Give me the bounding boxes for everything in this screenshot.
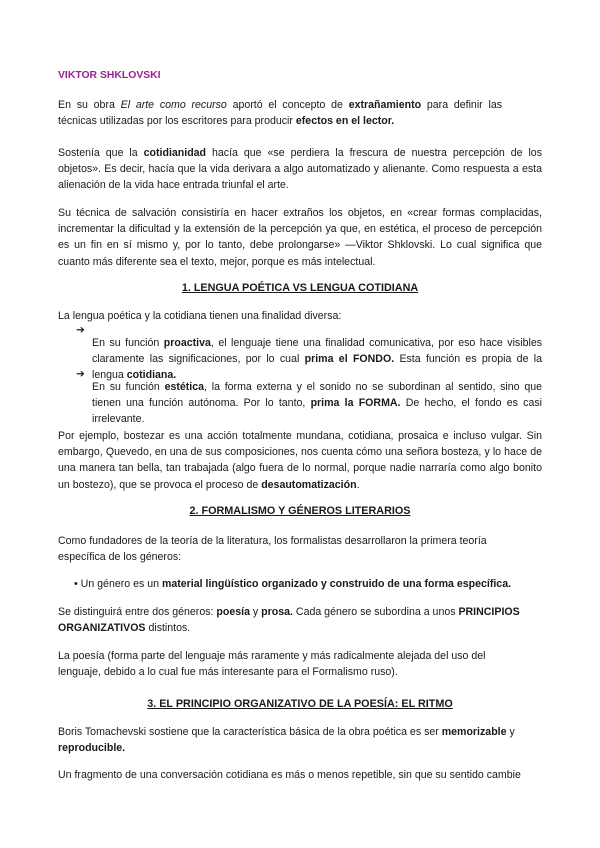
key-term: PRINCIPIOS ORGANIZATIVOS — [58, 606, 520, 635]
formalists-paragraph: Como fundadores de la teoría de la literatura, los formalistas desarrollaron la primera teoría específica de los géneros: — [58, 535, 487, 564]
text-run: Boris Tomachevski sostiene que la característica básica de la obra poética es ser — [58, 726, 442, 738]
section-heading-2: 2. FORMALISMO Y GÉNEROS LITERARIOS — [189, 505, 411, 517]
text-run: En su función — [92, 380, 165, 393]
technique-paragraph: Su técnica de salvación consistiría en hacer extraños los objetos, en «crear formas complacidas, incrementar la dificultad y la extensión de la percepción ya que, en estética, el proceso de percepción es un fin en sí mismo y, por lo tanto, debe prolongarse» —Viktor Shklovski. Lo cual significa que cuanto más diferente sea el texto, mejor, porque es más intelectual. — [58, 207, 542, 268]
text-run: . — [356, 478, 360, 491]
key-term: material lingüístico organizado y construido de una forma específica. — [161, 578, 512, 590]
text-run: Se distinguirá entre dos géneros: — [58, 606, 217, 618]
key-term: efectos en el lector. — [295, 115, 395, 128]
text-run: Un género es un — [80, 578, 162, 590]
key-term: cotidiana. — [126, 369, 177, 381]
key-term: memorizable — [441, 726, 507, 738]
conversation-paragraph: Un fragmento de una conversación cotidiana es más o menos repetible, sin que su sentido cambie — [58, 769, 521, 781]
section-heading-1: 1. LENGUA POÉTICA VS LENGUA COTIDIANA — [181, 282, 419, 294]
list-item-text — [92, 379, 542, 428]
section-1-intro: La lengua poética y la cotidiana tienen una finalidad diversa: — [58, 310, 342, 322]
text-run: , la forma externa y el sonido no se subordinan al sentido, sino que tienen una función autónoma. Por lo tanto, — [92, 380, 542, 409]
bullet-item — [74, 576, 542, 592]
key-term: cotidianidad — [143, 147, 207, 159]
text-run: Sostenía que la — [58, 147, 144, 159]
text-run: , el lenguaje tiene una finalidad comunicativa, por eso hace visibles claramente las significaciones, por lo cual — [92, 336, 543, 365]
text-run: Esta función es propia de la lengua — [92, 352, 543, 381]
text-run: hacía que «se perdiera la frescura de nuestra percepción de los objetos». Es decir, hacía que la vida derivara a algo automatizado y alienante. Como respuesta a esta alienación de la vida hace entrada triunfal el arte. — [58, 147, 542, 192]
bullet-icon: • — [74, 578, 78, 590]
author-heading: VIKTOR SHKLOVSKI — [58, 70, 161, 81]
section-heading-3: 3. EL PRINCIPIO ORGANIZATIVO DE LA POESÍA: EL RITMO — [147, 698, 453, 710]
key-term: estética — [164, 380, 205, 393]
tomachevski-paragraph — [58, 724, 542, 756]
text-run: En su función — [92, 336, 164, 349]
poetry-paragraph: La poesía (forma parte del lenguaje más raramente y más radicalmente alejada del uso del lenguaje, debido a lo cual fue más interesante para el Formalismo ruso). — [58, 650, 486, 679]
text-run: aportó el concepto de — [226, 99, 349, 111]
text-run: y — [506, 726, 515, 738]
example-paragraph — [58, 428, 542, 493]
key-term: prima la FORMA. — [310, 396, 401, 409]
key-term: prosa. — [261, 606, 293, 618]
text-run: Por ejemplo, bostezar es una acción totalmente mundana, cotidiana, prosaica e incluso vulgar. Sin embargo, Quevedo, en una de sus composiciones, nos cuenta cómo una señora bosteza, y lo hace de una manera tan bella, tan trabajada (algo fuera de lo normal, porque nadie narraría como algo bonito un bostezo), que se provoca el proceso de — [58, 430, 542, 491]
text-run: y — [249, 606, 262, 618]
work-title: El arte como recurso — [120, 99, 227, 111]
key-term: desautomatización — [261, 478, 357, 491]
key-term: proactiva — [163, 336, 211, 349]
text-run: En su obra — [58, 99, 121, 111]
text-run: De hecho, el fondo es casi irrelevante. — [92, 396, 542, 425]
key-term: extrañamiento — [348, 99, 422, 111]
text-run: para definir las técnicas utilizadas por los escritores para producir — [58, 99, 503, 128]
intro-paragraph — [58, 97, 502, 129]
key-term: prima el FONDO. — [304, 352, 395, 365]
arrow-icon: ➔ — [76, 368, 85, 380]
text-run: Cada género se subordina a unos — [292, 606, 459, 618]
key-term: reproducible. — [58, 742, 126, 755]
genres-paragraph — [58, 604, 542, 636]
key-term: poesía — [216, 606, 250, 618]
arrow-icon: ➔ — [76, 324, 85, 336]
text-run: distintos. — [145, 622, 191, 635]
cotidianidad-paragraph — [58, 145, 542, 194]
